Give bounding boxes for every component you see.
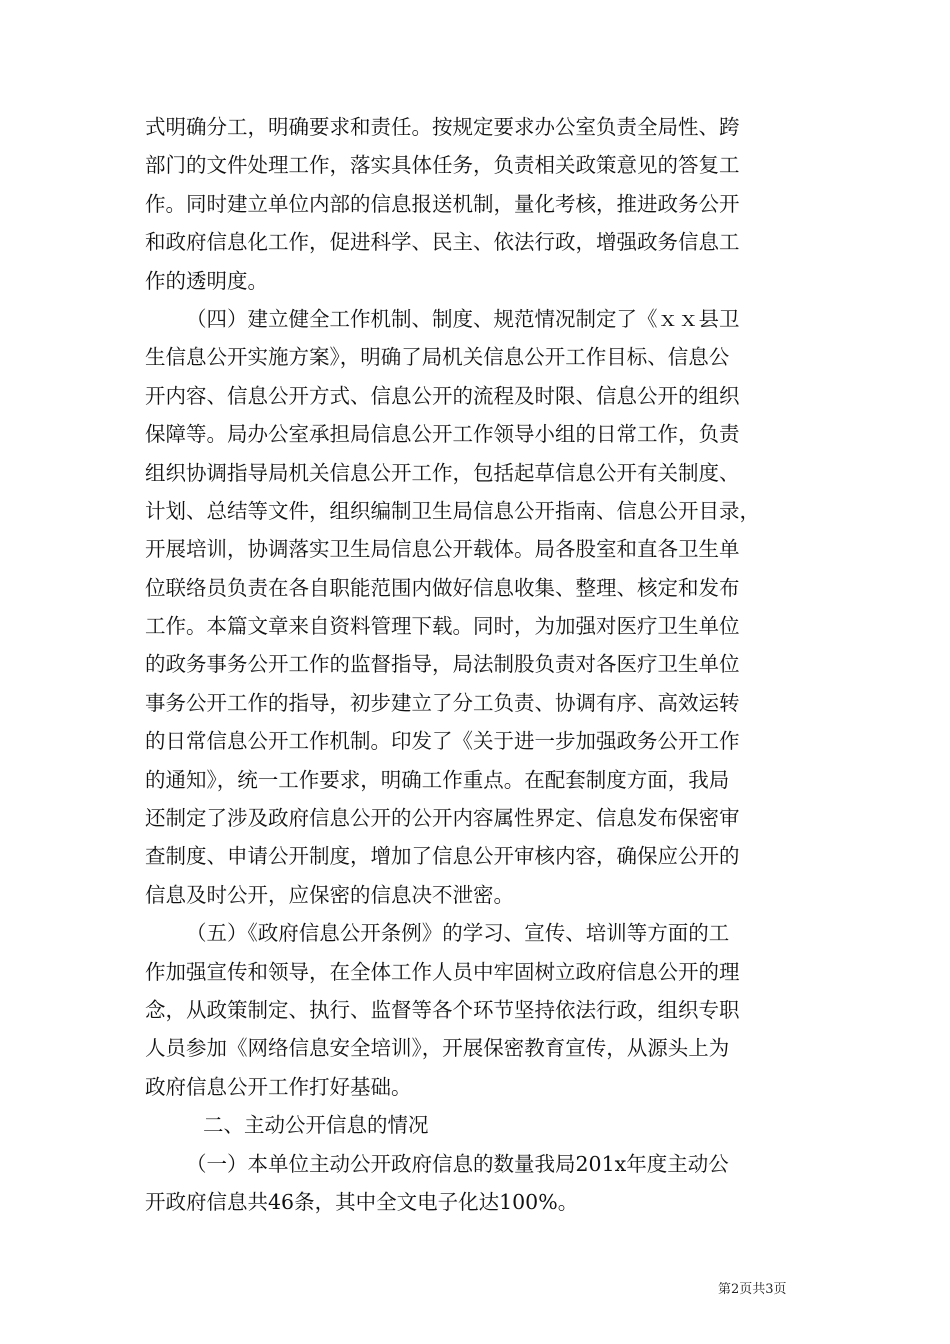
text-line: 开内容、信息公开方式、信息公开的流程及时限、信息公开的组织 <box>145 383 740 408</box>
text-line: 信息及时公开，应保密的信息决不泄密。 <box>145 882 514 907</box>
text-line: 式明确分工，明确要求和责任。按规定要求办公室负责全局性、跨 <box>145 115 740 139</box>
text-line: 作加强宣传和领导，在全体工作人员中牢固树立政府信息公开的理 <box>145 959 740 984</box>
text-line: 开展培训，协调落实卫生局信息公开载体。局各股室和直各卫生单 <box>145 537 740 562</box>
text-line: 作的透明度。 <box>145 268 268 293</box>
text-line: 工作。本篇文章来自资料管理下载。同时，为加强对医疗卫生单位 <box>145 614 740 639</box>
text-line: 位联络员负责在各自职能范围内做好信息收集、整理、核定和发布 <box>145 575 740 600</box>
text-line: 生信息公开实施方案》，明确了局机关信息公开工作目标、信息公 <box>145 345 730 370</box>
text-line: 念，从政策制定、执行、监督等各个环节坚持依法行政，组织专职 <box>145 997 740 1022</box>
text-line: 组织协调指导局机关信息公开工作，包括起草信息公开有关制度、 <box>145 460 740 485</box>
text-line: 开政府信息共46条，其中全文电子化达100%。 <box>145 1189 579 1214</box>
text-line: 还制定了涉及政府信息公开的公开内容属性界定、信息发布保密审 <box>145 806 740 831</box>
text-line: 查制度、申请公开制度，增加了信息公开审核内容，确保应公开的 <box>145 844 740 869</box>
text-line: 人员参加《网络信息安全培训》，开展保密教育宣传，从源头上为 <box>145 1036 730 1061</box>
text-line: 保障等。局办公室承担局信息公开工作领导小组的日常工作，负责 <box>145 422 740 447</box>
document-body <box>145 108 807 1221</box>
page-indicator: 第2页共3页 <box>718 1282 787 1297</box>
text-line: 政府信息公开工作打好基础。 <box>145 1074 412 1099</box>
text-line: 部门的文件处理工作，落实具体任务，负责相关政策意见的答复工 <box>145 153 740 178</box>
text-line-section-4-heading: （四）建立健全工作机制、制度、规范情况制定了《ｘｘ县卫 <box>186 306 740 331</box>
text-line-subsection-1-heading: （一）本单位主动公开政府信息的数量我局201x年度主动公 <box>186 1151 729 1176</box>
text-line: 和政府信息化工作，促进科学、民主、依法行政，增强政务信息工 <box>145 230 740 255</box>
text-line: 的通知》，统一工作要求，明确工作重点。在配套制度方面，我局 <box>145 767 730 792</box>
text-line-section-5-heading: （五）《政府信息公开条例》的学习、宣传、培训等方面的工 <box>186 921 730 946</box>
section-heading-2: 二、主动公开信息的情况 <box>203 1113 429 1138</box>
text-line: 计划、总结等文件，组织编制卫生局信息公开指南、信息公开目录， <box>145 498 760 523</box>
text-line: 事务公开工作的指导，初步建立了分工负责、协调有序、高效运转 <box>145 690 740 715</box>
text-line: 的日常信息公开工作机制。印发了《关于进一步加强政务公开工作 <box>145 729 740 754</box>
text-line: 作。同时建立单位内部的信息报送机制，量化考核，推进政务公开 <box>145 191 740 216</box>
text-line: 的政务事务公开工作的监督指导，局法制股负责对各医疗卫生单位 <box>145 652 740 677</box>
